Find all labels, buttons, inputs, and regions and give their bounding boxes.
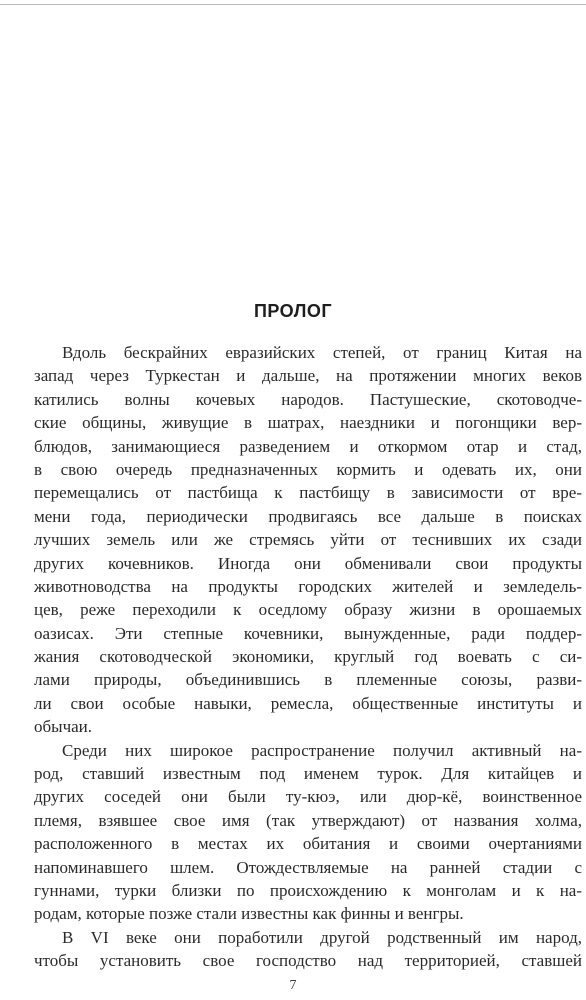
text-line: ские общины, живущие в шатрах, наездники и погонщики вер- <box>34 413 582 433</box>
text-line: племя, взявшее свое имя (так утверждают) от названия холма, <box>34 810 582 830</box>
text-line: Вдоль бескрайних евразийских степей, от границ Китая на <box>62 343 582 362</box>
text-line: других кочевников. Иногда они обменивали свои продукты <box>34 553 582 573</box>
text-line: цев, реже переходили к оседлому образу жизни в орошаемых <box>34 600 582 620</box>
page-number: 7 <box>289 978 297 993</box>
text-line: напоминавшего шлем. Отождествляемые на ранней стадии с <box>34 857 582 877</box>
text-line: Среди них широкое распространение получил активный на- <box>62 740 582 760</box>
text-line: запад через Туркестан и дальше, на протяжении многих веков <box>34 366 582 386</box>
body-text <box>34 341 582 973</box>
text-line: мени года, периодически продвигаясь все дальше в поисках <box>34 506 582 526</box>
text-line: перемещались от пастбища к пастбищу в зависимости от вре- <box>34 483 582 503</box>
text-line: чтобы установить свое господство над территорией, ставшей <box>34 951 582 971</box>
text-line: обычаи. <box>34 717 93 737</box>
text-line: гуннами, турки близки по происхождению к монголам и к на- <box>34 880 582 900</box>
text-line: расположенного в местах их обитания и своими очертаниями <box>34 834 582 854</box>
text-line: род, ставший известным под именем турок. Для китайцев и <box>34 764 582 784</box>
text-line: катились волны кочевых народов. Пастушеские, скотоводче- <box>34 389 582 409</box>
text-line: в свою очередь предназначенных кормить и одевать их, они <box>34 459 582 479</box>
top-rule <box>0 4 586 5</box>
text-line: лучших земель или же стремясь уйти от теснивших их сзади <box>34 530 582 550</box>
text-line: блюдов, занимающиеся разведением и откормом отар и стад, <box>34 436 582 456</box>
text-line: родам, которые позже стали известны как финны и венгры. <box>34 904 464 924</box>
text-line: лами природы, объединившись в племенные союзы, разви- <box>34 670 582 690</box>
text-line: ли свои особые навыки, ремесла, общественные институты и <box>34 693 582 713</box>
text-line: животноводства на продукты городских жителей и земледель- <box>34 576 582 596</box>
text-line: оазисах. Эти степные кочевники, вынужденные, ради поддер- <box>34 623 582 643</box>
text-line: В VI веке они поработили другой родственный им народ, <box>62 927 582 947</box>
chapter-title: ПРОЛОГ <box>253 301 333 321</box>
text-line: других соседей они были ту-кюэ, или дюр-кё, воинственное <box>34 787 582 807</box>
text-line: жания скотоводческой экономики, круглый год воевать с си- <box>34 647 582 667</box>
